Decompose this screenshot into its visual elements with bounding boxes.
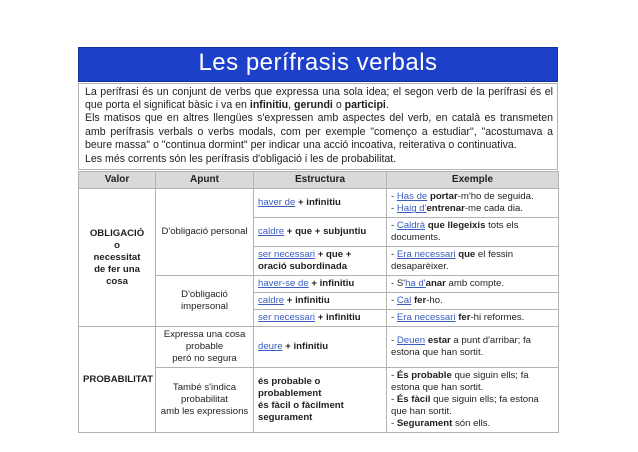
- apunt-impersonal-cell: D'obligació impersonal: [156, 276, 254, 327]
- header-exemple: Exemple: [387, 171, 559, 189]
- exemple-ser-necessari-que-cell: - Era necessari que el fessin desaparèixer.: [387, 247, 559, 276]
- apunt-personal-cell: D'obligació personal: [156, 189, 254, 276]
- estructura-caldre-inf-cell: caldre + infinitiu: [254, 293, 387, 310]
- table-header-row: [79, 171, 559, 189]
- header-valor: Valor: [79, 171, 156, 189]
- header-apunt: Apunt: [156, 171, 254, 189]
- estructura-expressions-cell: és probable o probablement és fàcil o fàcilment segurament: [254, 368, 387, 433]
- intro-paragraph-2: Els matisos que en altres llengües s'expressen amb aspectes del verb, en català es transmeten amb perífrasis verbals o verbs modals, com per exemple "començo a estudiar", "acostumava a beure massa" o "continua dormint" per indicar una acció incoativa, reiterativa o continuativa.: [85, 112, 553, 152]
- valor-obligacio-cell: OBLIGACIÓ o necessitat de fer una cosa: [79, 189, 156, 327]
- exemple-deure-cell: - Deuen estar a punt d'arribar; fa estona que han sortit.: [387, 327, 559, 368]
- estructura-deure-cell: deure + infinitiu: [254, 327, 387, 368]
- intro-paragraph-3: Les més corrents són les perífrasis d'obligació i les de probabilitat.: [85, 152, 397, 165]
- page-title: Les perífrasis verbals: [198, 49, 438, 76]
- table-row: [79, 189, 559, 218]
- exemple-caldre-que-cell: - Caldrà que llegeixis tots els documents.: [387, 218, 559, 247]
- slide-content: [78, 47, 558, 433]
- exemple-expressions-cell: - És probable que siguin ells; fa estona que han sortit. - És fàcil que siguin ells; fa estona que han sortit. - Segurament són ells.: [387, 368, 559, 433]
- exemple-haver-de-cell: - Has de portar-m'ho de seguida. - Haig d'entrenar-me cada dia.: [387, 189, 559, 218]
- estructura-ser-necessari-que-cell: ser necessari + que + oració subordinada: [254, 247, 387, 276]
- estructura-haverse-de-cell: haver-se de + infinitiu: [254, 276, 387, 293]
- estructura-ser-necessari-inf-cell: ser necessari + infinitiu: [254, 310, 387, 327]
- intro-box: [78, 83, 558, 170]
- exemple-ser-necessari-inf-cell: - Era necessari fer-hi reformes.: [387, 310, 559, 327]
- perifrasis-table: [78, 171, 559, 433]
- estructura-caldre-que-cell: caldre + que + subjuntiu: [254, 218, 387, 247]
- title-banner: [78, 47, 558, 82]
- estructura-haver-de-cell: haver de + infinitiu: [254, 189, 387, 218]
- exemple-haverse-de-cell: - S'ha d'anar amb compte.: [387, 276, 559, 293]
- apunt-expressa-cell: Expressa una cosa probable peró no segura: [156, 327, 254, 368]
- header-estructura: Estructura: [254, 171, 387, 189]
- apunt-tambe-cell: També s'indica probabilitat amb les expressions: [156, 368, 254, 433]
- intro-paragraph-1: La perífrasi és un conjunt de verbs que expressa una sola idea; el segon verb de la perífrasi és el que porta el significat bàsic i va en infinitiu, gerundi o participi.: [85, 85, 553, 112]
- table-row: [79, 327, 559, 368]
- exemple-caldre-inf-cell: - Cal fer-ho.: [387, 293, 559, 310]
- valor-probabilitat-cell: PROBABILITAT: [79, 327, 156, 433]
